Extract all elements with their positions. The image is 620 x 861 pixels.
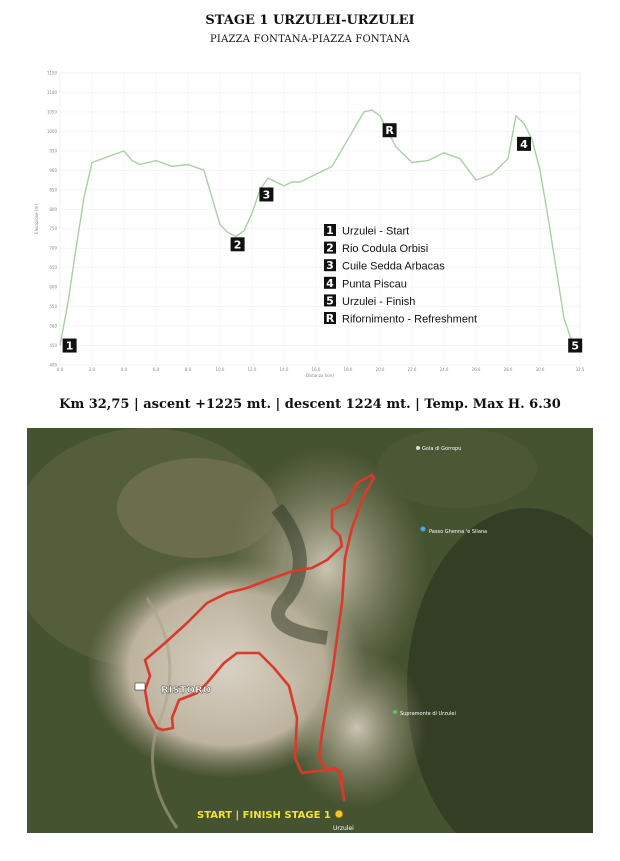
- x-tick-label: 6.0: [152, 367, 160, 372]
- x-tick-label: 18.0: [343, 367, 353, 372]
- terrain-patch: [377, 428, 537, 508]
- y-tick-label: 400: [49, 362, 57, 368]
- legend-label: Cuile Sedda Arbacas: [342, 260, 445, 273]
- marker-label: 4: [520, 137, 528, 151]
- place-label-supramonte: Supramonte di Urzulei: [400, 711, 456, 717]
- rock-terrain: [287, 648, 427, 808]
- y-tick-label: 550: [49, 304, 57, 310]
- marker-3: [259, 187, 273, 201]
- terrain-patch: [117, 458, 277, 558]
- x-axis-label: Distanza (km): [306, 373, 334, 378]
- x-tick-label: 22.0: [407, 367, 417, 372]
- x-tick-label: 26.0: [471, 367, 481, 372]
- marker-2: [231, 237, 245, 251]
- y-tick-label: 850: [49, 187, 57, 193]
- legend-key: 3: [326, 259, 334, 273]
- chart-grid: [60, 73, 580, 365]
- y-tick-label: 450: [49, 343, 57, 349]
- marker-label: 3: [262, 188, 271, 202]
- legend-key: 5: [326, 294, 334, 308]
- x-tick-label: 24.0: [439, 367, 449, 372]
- start-finish-icon: [335, 810, 343, 818]
- ristoro-label: RISTORO: [161, 685, 212, 696]
- marker-label: R: [385, 124, 394, 138]
- y-tick-label: 500: [49, 323, 57, 329]
- y-tick-label: 900: [49, 167, 57, 173]
- y-tick-label: 1000: [46, 128, 57, 134]
- y-axis-label: Elevazione (m): [34, 204, 39, 234]
- legend-key: R: [325, 312, 335, 325]
- x-tick-label: 2.0: [88, 367, 96, 372]
- place-label-gola: Gola di Gorropu: [422, 446, 462, 452]
- x-tick-label: 30.0: [535, 367, 545, 372]
- elevation-series-line: [60, 110, 580, 349]
- legend-label: Punta Piscau: [342, 278, 407, 291]
- marker-R: [383, 123, 397, 137]
- marker-4: [517, 137, 531, 151]
- legend-item: [324, 294, 415, 308]
- chart-legend: [324, 224, 477, 326]
- x-tick-label: 10.0: [215, 367, 225, 372]
- plot-frame: [60, 73, 580, 365]
- legend-label: Urzulei - Start: [342, 225, 410, 238]
- start-finish-label: START | FINISH STAGE 1: [197, 810, 331, 821]
- y-tick-label: 600: [49, 284, 57, 290]
- y-tick-label: 1050: [46, 109, 57, 115]
- marker-1: [63, 339, 77, 353]
- x-tick-label: 28.0: [503, 367, 513, 372]
- marker-label: 5: [571, 339, 580, 353]
- marker-label: 1: [65, 339, 74, 353]
- ristoro-icon: [135, 683, 145, 690]
- legend-item: [324, 312, 477, 326]
- elevation-profile-chart: [0, 60, 620, 380]
- legend-key: 2: [326, 241, 334, 255]
- x-tick-label: 20.0: [375, 367, 385, 372]
- place-label-passo: Passo Ghenna 'e Silana: [429, 529, 488, 535]
- place-pin-icon: [421, 527, 426, 532]
- legend-item: [324, 259, 445, 273]
- page-title: STAGE 1 URZULEI-URZULEI: [205, 13, 415, 28]
- legend-label: Rio Codula Orbisi: [342, 243, 429, 256]
- y-tick-label: 800: [49, 206, 57, 212]
- x-tick-label: 12.0: [247, 367, 257, 372]
- town-label: Urzulei: [333, 825, 354, 832]
- legend-label: Rifornimento - Refreshment: [342, 313, 478, 326]
- y-tick-label: 700: [49, 245, 57, 251]
- y-tick-label: 1150: [46, 70, 57, 76]
- place-pin-icon: [393, 710, 397, 714]
- legend-item: [324, 277, 407, 291]
- marker-label: 2: [233, 238, 242, 252]
- legend-key: 4: [326, 276, 334, 290]
- stage-stats: Km 32,75 | ascent +1225 mt. | descent 1224 mt. | Temp. Max H. 6.30: [59, 397, 561, 412]
- x-tick-label: 32.5: [575, 367, 585, 372]
- satellite-route-map: [27, 428, 593, 833]
- y-tick-label: 950: [49, 148, 57, 154]
- legend-item: [324, 224, 409, 238]
- y-tick-label: 1100: [46, 89, 57, 95]
- x-tick-label: 8.0: [184, 367, 192, 372]
- place-pin-icon: [416, 446, 420, 450]
- x-tick-label: 16.0: [311, 367, 321, 372]
- legend-key: 1: [326, 224, 334, 237]
- x-tick-label: 0.0: [56, 367, 64, 372]
- y-tick-label: 650: [49, 265, 57, 271]
- waypoint-markers: [63, 123, 583, 352]
- x-tick-label: 4.0: [120, 367, 128, 372]
- marker-5: [568, 339, 582, 353]
- x-tick-label: 14.0: [279, 367, 289, 372]
- legend-label: Urzulei - Finish: [342, 295, 416, 308]
- page-subtitle: PIAZZA FONTANA-PIAZZA FONTANA: [210, 34, 410, 45]
- y-tick-label: 750: [49, 226, 57, 232]
